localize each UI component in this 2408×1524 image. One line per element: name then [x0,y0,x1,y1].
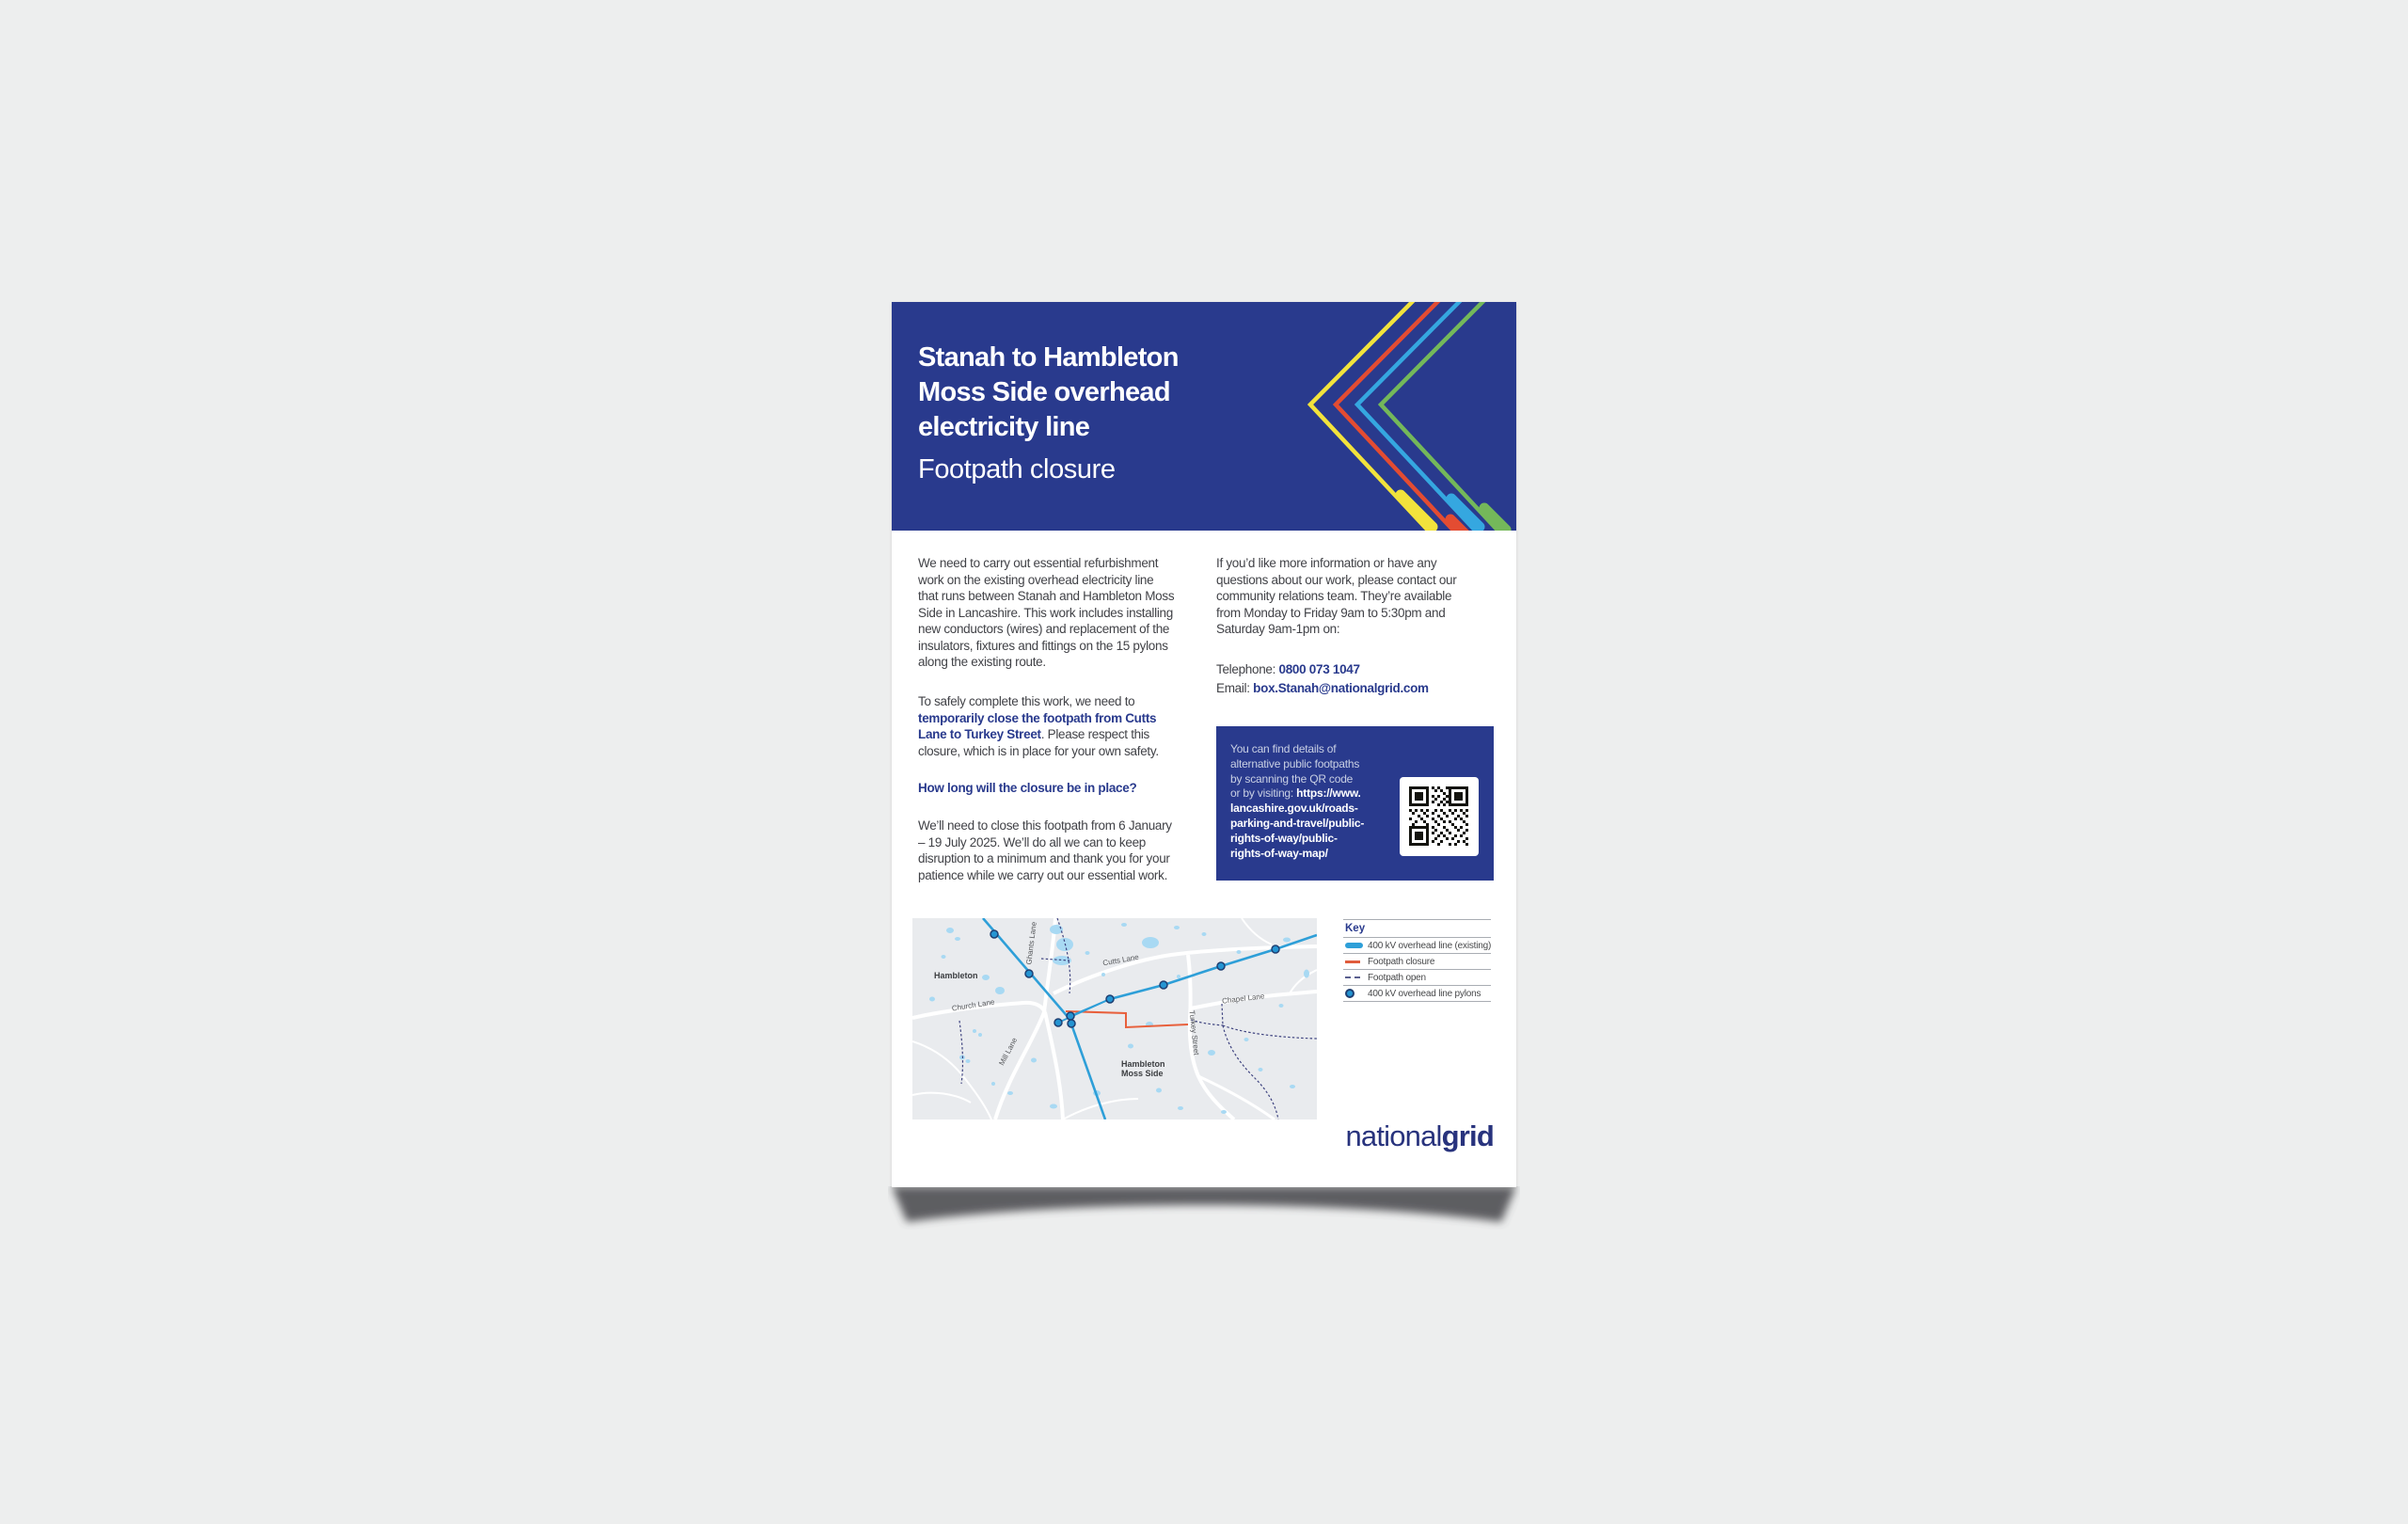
key-row-overhead-line [1343,937,1491,953]
map-label-church-lane: Church Lane [951,997,995,1013]
closure-emphasis: Lane to Turkey Street [918,727,1041,741]
text-line: Side in Lancashire. This work includes installing [918,605,1173,620]
text-line: patience while we carry out our essential work. [918,867,1168,882]
footpaths-url: https://www. [1296,786,1361,801]
text-segment: . Please respect this [1040,727,1150,741]
text-line: – 19 July 2025. We’ll do all we can to keep [918,834,1147,849]
key-row-footpath-open [1343,969,1491,985]
text-line: work on the existing overhead electricity line [918,572,1154,587]
text-line: To safely complete this work, we need to [918,694,1135,708]
footpath-open-swatch [1345,976,1368,978]
map-label-moss-side: Moss Side [1121,1069,1164,1078]
text-line: questions about our work, please contact our [1216,572,1457,587]
text-line: insulators, fixtures and fittings on the 15 pylons [918,638,1168,653]
telephone-label: Telephone: [1216,662,1279,676]
text-line: community relations team. They’re available [1216,589,1452,603]
key-row-pylons [1343,985,1491,1002]
text-line: from Monday to Friday 9am to 5:30pm and [1216,605,1446,620]
pylon-swatch [1345,989,1368,998]
text-line: You can find details of [1230,742,1337,755]
text-line: We’ll need to close this footpath from 6 January [918,818,1172,833]
text-line: by scanning the QR code [1230,771,1354,786]
text-line: along the existing route. [918,655,1046,669]
key-label: 400 kV overhead line pylons [1368,988,1481,999]
email-address: box.Stanah@nationalgrid.com [1253,681,1429,695]
map-label-cutts-lane: Cutts Lane [1101,952,1140,968]
text-line: alternative public footpaths [1230,756,1360,770]
map-label-ghants-lane: Ghants Lane [1024,921,1038,965]
footpaths-url: parking-and-travel/public- [1230,816,1365,830]
footpaths-box-text [1230,742,1364,861]
page-shadow [888,1186,1520,1252]
key-label: Footpath open [1368,972,1426,983]
location-map [912,918,1317,1119]
nationalgrid-logo [1345,1119,1494,1153]
footpaths-url: rights-of-way/public- [1230,831,1338,845]
title-line: Moss Side overhead [918,377,1170,407]
text-line: that runs between Stanah and Hambleton Moss [918,589,1175,603]
logo-text-national: national [1345,1119,1442,1152]
key-row-footpath-closure [1343,953,1491,969]
telephone-line [1216,661,1360,678]
text-line: closure, which is in place for your own safety. [918,743,1159,758]
text-line: disruption to a minimum and thank you for your [918,851,1170,865]
key-label: 400 kV overhead line (existing) [1368,940,1492,951]
text-line: We need to carry out essential refurbishment [918,556,1159,570]
map-label-turkey-street: Turkey Street [1187,1009,1201,1056]
map-label-chapel-lane: Chapel Lane [1221,992,1265,1006]
title-line: electricity line [918,412,1090,442]
email-line [1216,680,1429,697]
contact-paragraph [1216,555,1456,638]
text-line [918,726,1159,743]
text-line [1216,680,1429,697]
logo-text-grid: grid [1441,1119,1494,1152]
text-line [1230,786,1364,802]
intro-paragraph [918,555,1174,671]
text-line: new conductors (wires) and replacement of the [918,622,1170,636]
dates-paragraph [918,818,1172,883]
qr-code [1400,777,1479,856]
key-title: Key [1343,919,1491,937]
email-label: Email: [1216,681,1254,695]
telephone-number: 0800 073 1047 [1278,662,1360,676]
text-line: Saturday 9am-1pm on: [1216,622,1340,636]
flyer-page [892,302,1516,1187]
map-label-mill-lane: Mill Lane [997,1036,1020,1068]
footpath-closure-swatch [1345,960,1368,963]
page-title [918,341,1179,445]
map-key [1343,919,1491,1002]
closure-emphasis: temporarily close the footpath from Cutts [918,710,1157,725]
footpaths-url: rights-of-way-map/ [1230,846,1328,860]
text-segment: or by visiting: [1230,786,1297,801]
text-line: If you’d like more information or have any [1216,556,1437,570]
footpaths-url: lancashire.gov.uk/roads- [1230,802,1358,816]
duration-heading: How long will the closure be in place? [918,781,1137,795]
key-label: Footpath closure [1368,956,1435,967]
map-label-moss-side: Hambleton [1121,1059,1165,1069]
text-line [1216,661,1360,678]
closure-paragraph [918,693,1159,759]
page-subtitle: Footpath closure [918,454,1116,484]
overhead-line-swatch [1345,943,1368,948]
title-line: Stanah to Hambleton [918,342,1179,373]
header-banner [892,302,1516,531]
map-label-hambleton: Hambleton [934,971,978,980]
alternative-footpaths-box [1216,726,1494,881]
